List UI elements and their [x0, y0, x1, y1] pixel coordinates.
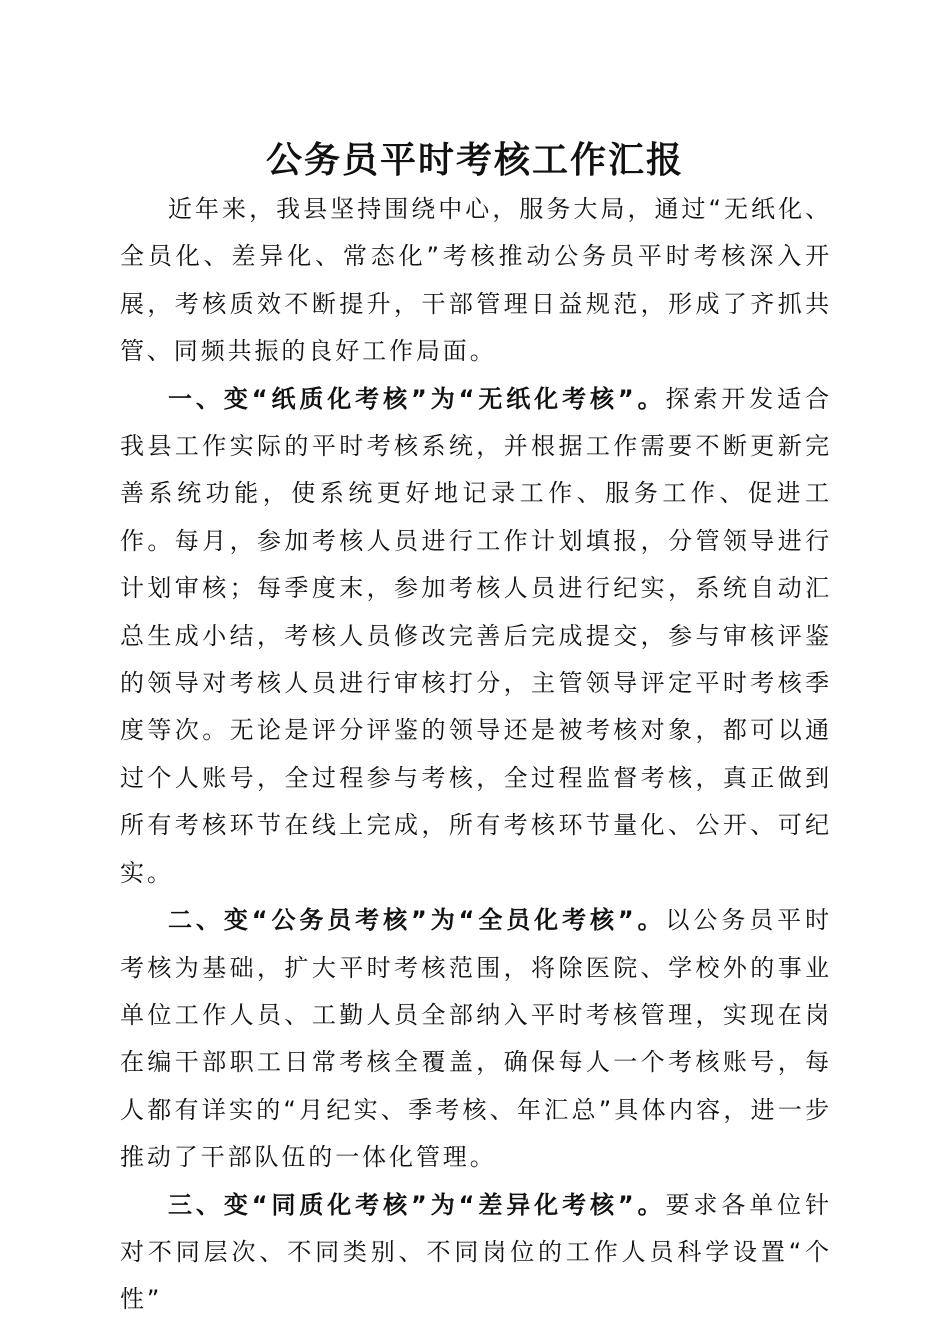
page-title: 公务员平时考核工作汇报: [265, 139, 684, 181]
document-body: [120, 186, 832, 1324]
section-paragraph-3: [120, 1182, 832, 1324]
section-heading-1: 一、变“纸质化考核”为“无纸化考核”。: [168, 384, 666, 413]
section-paragraph-2: [120, 897, 832, 1181]
section-heading-3: 三、变“同质化考核”为“差异化考核”。: [168, 1190, 666, 1219]
section-text-1: 探索开发适合我县工作实际的平时考核系统，并根据工作需要不断更新完善系统功能，使系统更好地记录工作、服务工作、促进工作。每月，参加考核人员进行工作计划填报，分管领导进行计划审核；每季度末，参加考核人员进行纪实，系统自动汇总生成小结，考核人员修改完善后完成提交，参与审核评鉴的领导对考核人员进行审核打分，主管领导评定平时考核季度等次。无论是评分评鉴的领导还是被考核对象，都可以通过个人账号，全过程参与考核，全过程监督考核，真正做到所有考核环节在线上完成，所有考核环节量化、公开、可纪实。: [120, 384, 832, 887]
section-text-3: 要求各单位针对不同层次、不同类别、不同岗位的工作人员科学设置“个性”: [120, 1190, 832, 1314]
section-heading-2: 二、变“公务员考核”为“全员化考核”。: [168, 906, 666, 935]
section-text-2: 以公务员平时考核为基础，扩大平时考核范围，将除医院、学校外的事业单位工作人员、工勤人员全部纳入平时考核管理，实现在岗在编干部职工日常考核全覆盖，确保每人一个考核账号，每人都有详实的“月纪实、季考核、年汇总”具体内容，进一步推动了干部队伍的一体化管理。: [120, 906, 832, 1172]
intro-paragraph: 近年来，我县坚持围绕中心，服务大局，通过“无纸化、全员化、差异化、常态化”考核推动公务员平时考核深入开展，考核质效不断提升，干部管理日益规范，形成了齐抓共管、同频共振的良好工作局面。: [120, 195, 832, 366]
section-paragraph-1: [120, 376, 832, 897]
